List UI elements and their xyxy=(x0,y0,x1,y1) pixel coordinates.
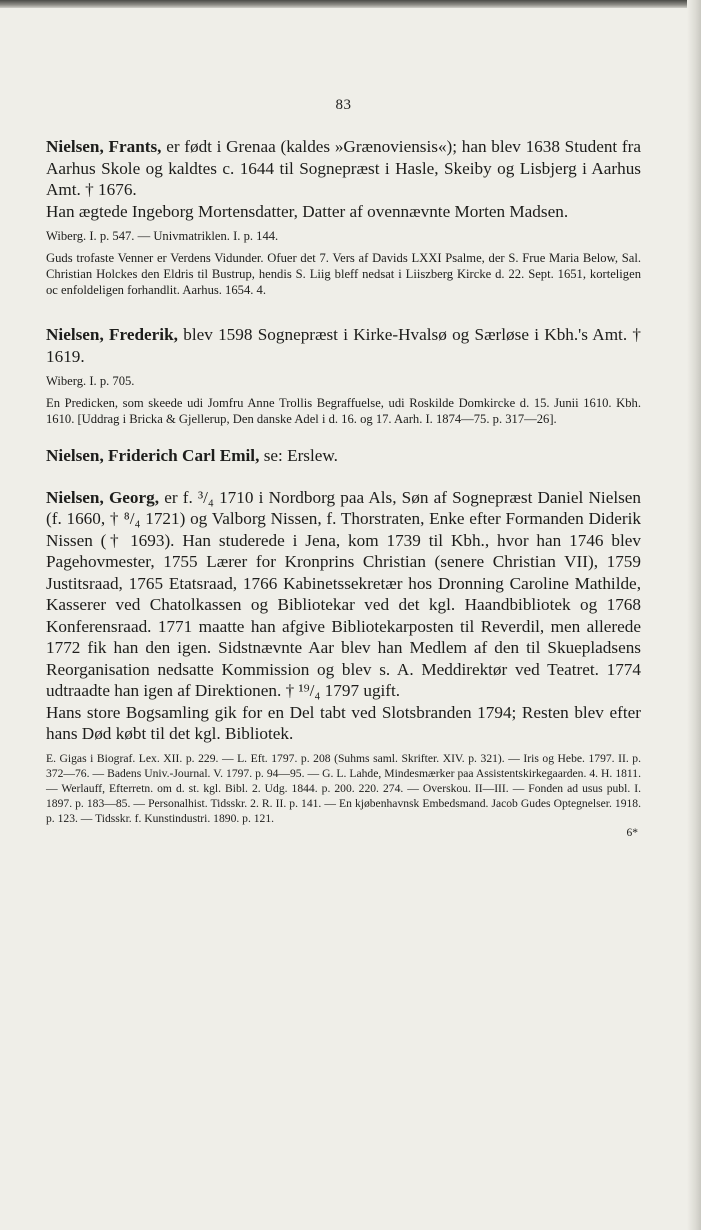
entry-body: se: Erslew. xyxy=(263,446,338,465)
entry-text xyxy=(46,445,641,467)
entry-works: En Predicken, som skeede udi Jomfru Anne Trollis Begraffuelse, udi Roskilde Domkircke d. 15. Junii 1610. Kbh. 1610. [Uddrag i Bricka & Gjellerup, Den danske Adel i d. 16. og 17. Aarh. I. 1874—75. p. 317—26]. xyxy=(46,396,641,426)
entry-body: er f. ³/₄ 1710 i Nordborg paa Als, Søn af Sognepræst Daniel Nielsen (f. 1660, † ⁸/₄ 1721) og Valborg Nissen, f. Thorstraten, Enke efter Formanden Diderik Nissen († 1693). Han studerede i Jena, kom 1739 til Kbh., hvor han 1746 blev Pagehovmester, 1755 Lærer for Kronprins Christian (senere Christian VII), 1759 Justitsraad, 1765 Etatsraad, 1766 Kabinetssekretær hos Dronning Caroline Mathilde, Kasserer ved Chatolkassen og Bibliotekar ved det kgl. Haandbibliotek og 1768 Konferensraad. 1771 maatte han afgive Bibliotekarposten til Reverdil, men allerede 1772 fik han den igen. Sidstnævnte Aar blev han Medlem af den til Skuepladsens Reorganisation nedsatte Kommission og blev s. A. Meddirektør ved Teatret. 1774 udtraadte han igen af Direktionen. † ¹⁹/₄ 1797 ugift. xyxy=(46,487,642,700)
entry-text xyxy=(46,136,641,201)
entry-heading: Nielsen, Friderich Carl Emil, xyxy=(46,446,260,465)
entry-nielsen-friderich xyxy=(46,445,641,467)
entry-heading: Nielsen, Frederik, xyxy=(46,325,178,344)
entry-references: E. Gigas i Biograf. Lex. XII. p. 229. — L. Eft. 1797. p. 208 (Suhms saml. Skrifter. XIV. p. 321). — Iris og Hebe. 1797. II. p. 372—76. — Badens Univ.-Journal. V. 1797. p. 94—95. — G. L. Lahde, Mindesmærker paa Assistentskirkegaarden. 4. H. 1811. — Werlauff, Efterretn. om d. st. kgl. Bibl. 2. Udg. 1844. p. 200. 220. 274. — Overskou. II—III. — Fonden ad usus publ. I. 1897. p. 183—85. — Personalhist. Tidsskr. 2. R. II. p. 141. — En kjøbenhavnsk Embedsmand. Jacob Gudes Optegnelser. 1918. p. 123. — Tidsskr. f. Kunstindustri. 1890. p. 121. xyxy=(46,751,641,825)
entry-references: Wiberg. I. p. 547. — Univmatriklen. I. p. 144. xyxy=(46,229,279,243)
page-top-edge xyxy=(0,0,701,8)
entry-heading: Nielsen, Frants, xyxy=(46,137,162,156)
entry-heading: Nielsen, Georg, xyxy=(46,487,160,507)
page-content xyxy=(46,97,641,855)
entry-nielsen-frants xyxy=(46,136,641,298)
entry-body: er født i Grenaa (kaldes »Grænoviensis«); han blev 1638 Student fra Aarhus Skole og kaldtes c. 1644 til Sognepræst i Hasle, Skeiby og Lisbjerg i Aarhus Amt. † 1676. xyxy=(46,137,641,199)
entry-text xyxy=(46,487,641,702)
entry-nielsen-frederik xyxy=(46,324,641,427)
page-number: 83 xyxy=(335,97,352,113)
entry-body: blev 1598 Sognepræst i Kirke-Hvalsø og Særløse i Kbh.'s Amt. † 1619. xyxy=(46,325,641,366)
entry-text-2: Hans store Bogsamling gik for en Del tabt ved Slotsbranden 1794; Resten blev efter hans Død købt til det kgl. Bibliotek. xyxy=(46,702,641,743)
entry-text-2: Han ægtede Ingeborg Mortensdatter, Datter af ovennævnte Morten Madsen. xyxy=(46,201,569,221)
entry-works: Guds trofaste Venner er Verdens Vidunder. Ofuer det 7. Vers af Davids LXXI Psalme, der S. Frue Mariа Below, Sal. Christian Holckes den Eldris til Bustrup, hendis S. Liig bleff nedsat i Liiszberg Kircke d. 22. Sept. 1651, korteligen oc enfoldeligen forhandlit. Aarhus. 1654. 4. xyxy=(46,251,641,297)
page-right-edge xyxy=(687,0,701,1230)
entry-text xyxy=(46,324,641,367)
entry-nielsen-georg xyxy=(46,487,641,839)
entry-references: Wiberg. I. p. 705. xyxy=(46,374,135,388)
printer-signature: 6* xyxy=(626,826,638,839)
